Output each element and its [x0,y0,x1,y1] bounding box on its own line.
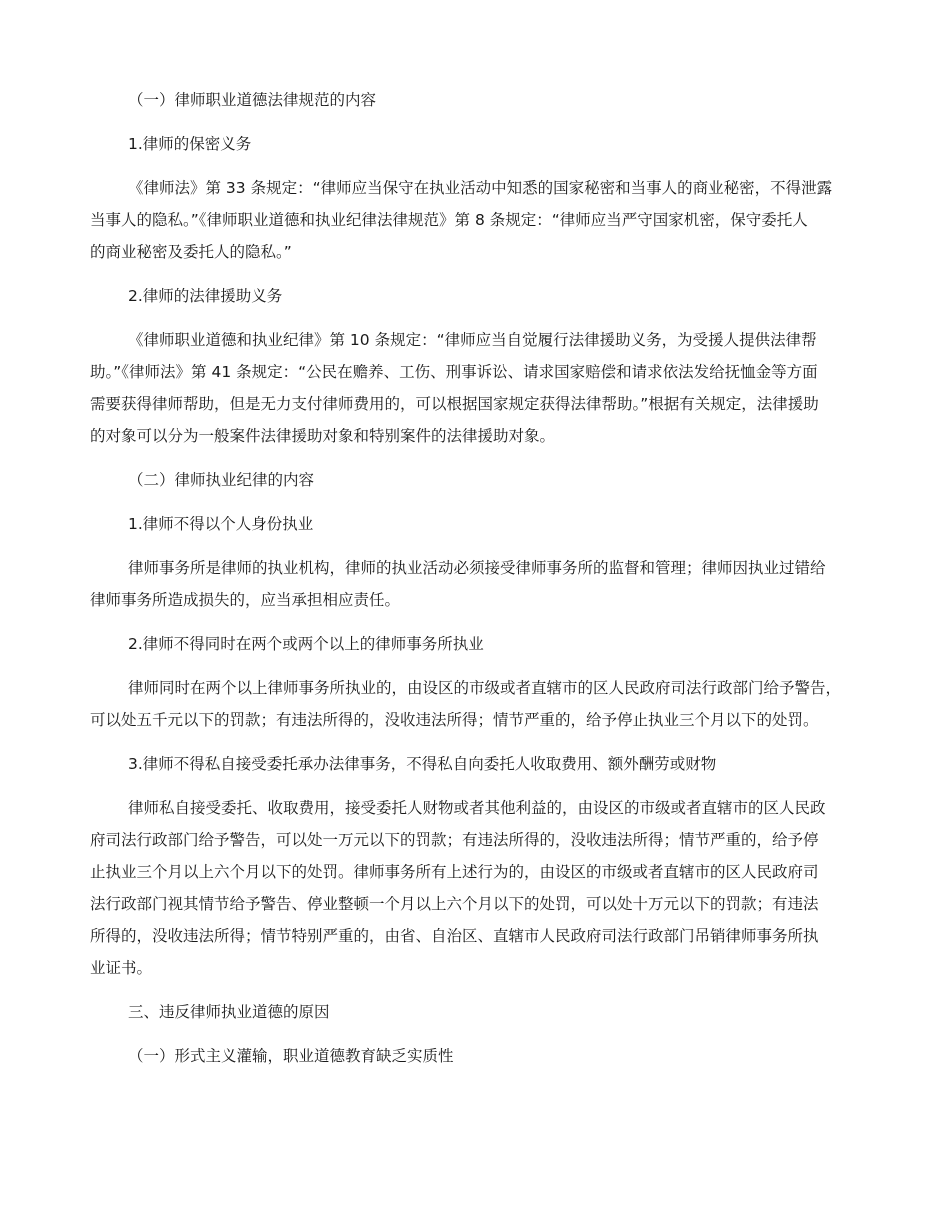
paragraph-line: 的商业秘密及委托人的隐私。” [90,243,292,261]
paragraph-line: 可以处五千元以下的罚款；有违法所得的，没收违法所得；情节严重的，给予停止执业三个月以下的处罚。 [90,711,819,729]
section-heading: （一）形式主义灌输，职业道德教育缺乏实质性 [128,1047,454,1065]
paragraph-line: 府司法行政部门给予警告，可以处一万元以下的罚款；有违法所得的，没收违法所得；情节严重的，给予停 [90,831,819,849]
paragraph-line: 业证书。 [90,959,153,977]
paragraph-line: 止执业三个月以上六个月以下的处罚。律师事务所有上述行为的，由设区的市级或者直辖市的区人民政府司 [90,863,819,881]
paragraph-line: 律师事务所造成损失的，应当承担相应责任。 [90,591,401,609]
section-heading: （一）律师职业道德法律规范的内容 [128,91,377,109]
subsection-heading: 2.律师的法律援助义务 [128,287,283,305]
subsection-heading: 2.律师不得同时在两个或两个以上的律师事务所执业 [128,635,484,653]
paragraph-line: 律师同时在两个以上律师事务所执业的，由设区的市级或者直辖市的区人民政府司法行政部门给予警告， [128,679,842,697]
paragraph-line: 助。”《律师法》第 41 条规定：“公民在赡养、工伤、刑事诉讼、请求国家赔偿和请求依法发给抚恤金等方面 [90,363,818,381]
subsection-heading: 1.律师不得以个人身份执业 [128,515,314,533]
paragraph-line: 所得的，没收违法所得；情节特别严重的，由省、自治区、直辖市人民政府司法行政部门吊销律师事务所执 [90,927,819,945]
paragraph-line: 《律师法》第 33 条规定：“律师应当保守在执业活动中知悉的国家秘密和当事人的商业秘密，不得泄露 [128,179,833,197]
chapter-heading: 三、违反律师执业道德的原因 [128,1003,330,1021]
paragraph-line: 当事人的隐私。”《律师职业道德和执业纪律法律规范》第 8 条规定：“律师应当严守国家机密，保守委托人 [90,211,808,229]
section-heading: （二）律师执业纪律的内容 [128,471,315,489]
subsection-heading: 3.律师不得私自接受委托承办法律事务，不得私自向委托人收取费用、额外酬劳或财物 [128,755,717,773]
paragraph-line: 《律师职业道德和执业纪律》第 10 条规定：“律师应当自觉履行法律援助义务，为受援人提供法律帮 [128,331,817,349]
paragraph-line: 的对象可以分为一般案件法律援助对象和特别案件的法律援助对象。 [90,427,556,445]
paragraph-line: 律师事务所是律师的执业机构，律师的执业活动必须接受律师事务所的监督和管理；律师因执业过错给 [128,559,826,577]
paragraph-line: 法行政部门视其情节给予警告、停业整顿一个月以上六个月以下的处罚，可以处十万元以下的罚款；有违法 [90,895,819,913]
paragraph-line: 律师私自接受委托、收取费用，接受委托人财物或者其他利益的，由设区的市级或者直辖市的区人民政 [128,799,826,817]
paragraph-line: 需要获得律师帮助，但是无力支付律师费用的，可以根据国家规定获得法律帮助。”根据有关规定，法律援助 [90,395,819,413]
subsection-heading: 1.律师的保密义务 [128,135,252,153]
